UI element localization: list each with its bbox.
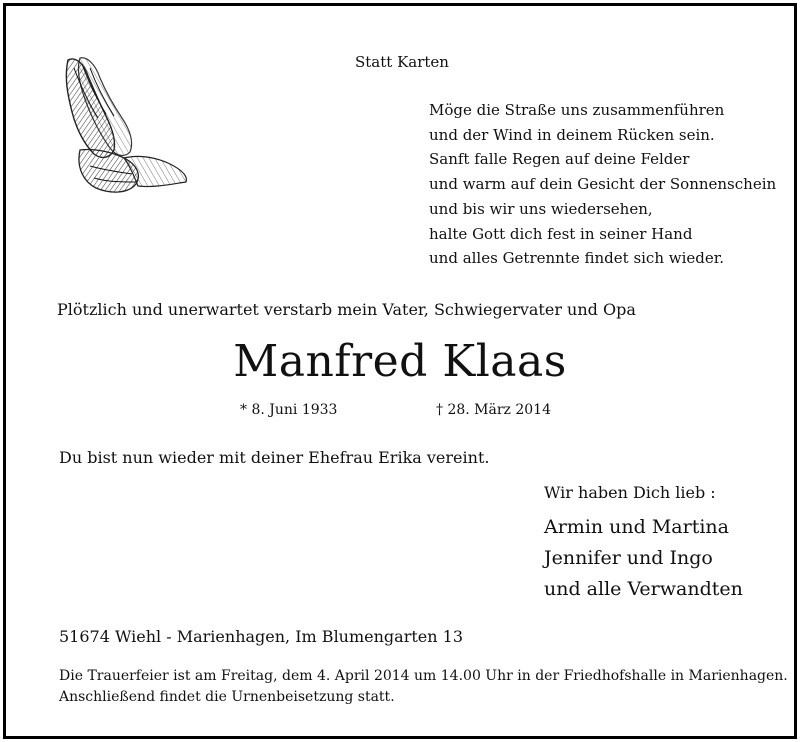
obituary-card xyxy=(3,3,797,739)
mourners-list xyxy=(544,512,743,605)
notice-line: Anschließend findet die Urnenbeisetzung statt. xyxy=(59,689,395,705)
family-address: 51674 Wiehl - Marienhagen, Im Blumengarten 13 xyxy=(59,627,464,646)
poem-line: und warm auf dein Gesicht der Sonnenschein xyxy=(429,175,777,194)
funeral-notice xyxy=(59,666,788,708)
poem-line: und alles Getrennte findet sich wieder. xyxy=(429,249,725,268)
deceased-name: Manfred Klaas xyxy=(233,336,567,387)
reunited-text: Du bist nun wieder mit deiner Ehefrau Erika vereint. xyxy=(59,448,490,467)
poem-line: und bis wir uns wiedersehen, xyxy=(429,199,653,218)
mourner-name: Armin und Martina xyxy=(544,516,729,538)
death-announcement: Plötzlich und unerwartet verstarb mein Vater, Schwiegervater und Opa xyxy=(57,300,636,319)
praying-hands-icon xyxy=(54,54,189,199)
poem-line: und der Wind in deinem Rücken sein. xyxy=(429,125,715,144)
mourner-name: und alle Verwandten xyxy=(544,578,743,600)
poem-line: Sanft falle Regen auf deine Felder xyxy=(429,150,690,169)
statt-karten-label: Statt Karten xyxy=(355,53,449,71)
birth-date: * 8. Juni 1933 xyxy=(240,402,338,418)
mourners-intro: Wir haben Dich lieb : xyxy=(544,483,716,502)
poem-line: Möge die Straße uns zusammenführen xyxy=(429,101,725,119)
mourner-name: Jennifer und Ingo xyxy=(544,547,713,569)
death-date: † 28. März 2014 xyxy=(436,402,551,418)
poem-line: halte Gott dich fest in seiner Hand xyxy=(429,224,693,243)
notice-line: Die Trauerfeier ist am Freitag, dem 4. April 2014 um 14.00 Uhr in der Friedhofshalle in Marienhagen. xyxy=(59,668,788,684)
poem xyxy=(429,98,776,271)
